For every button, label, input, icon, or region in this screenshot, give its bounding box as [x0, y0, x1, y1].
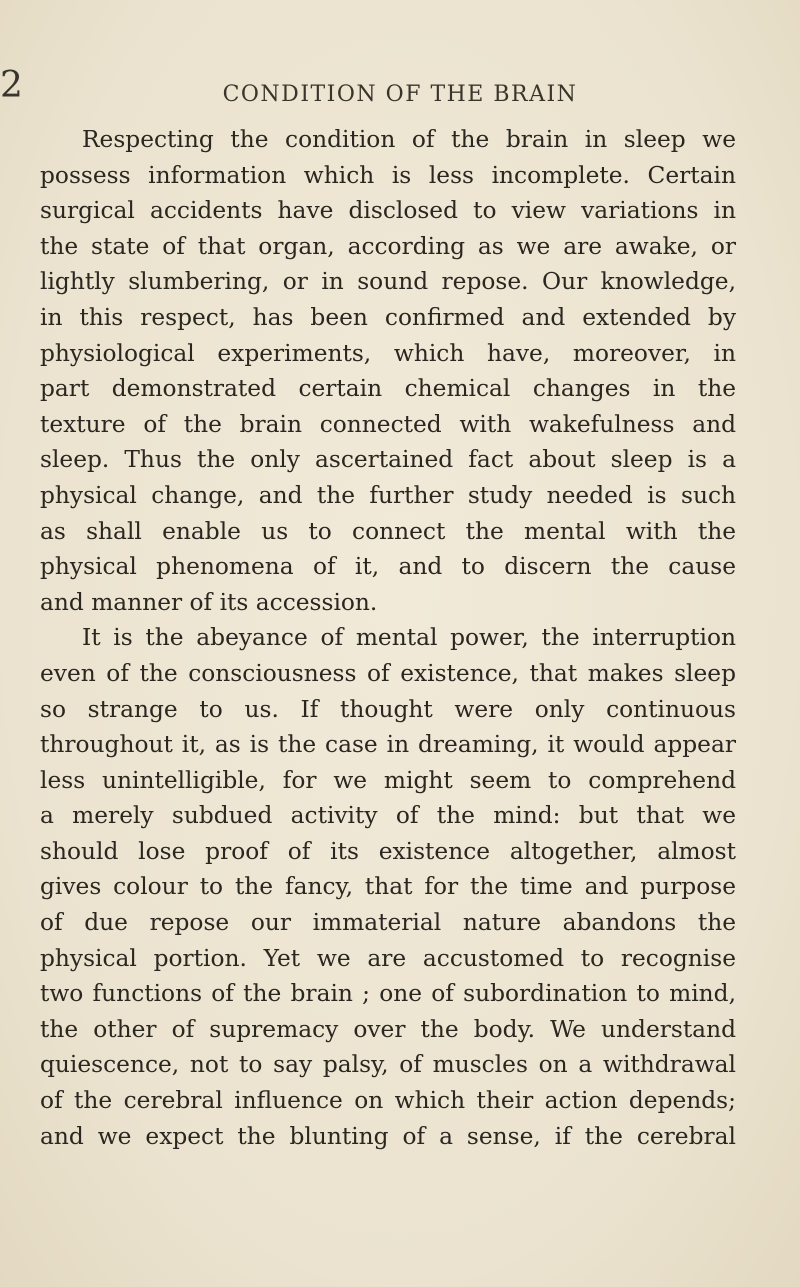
text-line: physical change, and the further study needed is such	[40, 481, 736, 509]
text-line: as shall enable us to connect the mental with the	[40, 517, 736, 545]
text-line: It is the abeyance of mental power, the interruption	[82, 624, 736, 652]
text-line: should lose proof of its existence altogether, almost	[40, 837, 736, 865]
text-line: possess information which is less incomplete. Certain	[40, 161, 736, 189]
text-line: less unintelligible, for we might seem to comprehend	[40, 766, 736, 794]
text-line: the other of supremacy over the body. We understand	[40, 1015, 736, 1043]
text-line: the state of that organ, according as we are awake, or	[40, 232, 736, 260]
text-line: even of the consciousness of existence, that makes sleep	[40, 659, 736, 687]
text-line: of the cerebral influence on which their action depends;	[40, 1087, 736, 1115]
page-number: 2	[0, 65, 23, 106]
running-head: CONDITION OF THE BRAIN	[222, 82, 578, 107]
text-line: of due repose our immaterial nature abandons the	[40, 909, 736, 937]
text-line: gives colour to the fancy, that for the time and purpose	[40, 873, 736, 901]
text-line: texture of the brain connected with wakefulness and	[40, 410, 736, 438]
body-text	[40, 122, 736, 1154]
text-line: physiological experiments, which have, moreover, in	[40, 339, 736, 367]
text-line: and we expect the blunting of a sense, if the cerebral	[40, 1122, 736, 1150]
text-line: and manner of its accession.	[40, 588, 378, 616]
text-line: two functions of the brain ; one of subordination to mind,	[40, 980, 736, 1008]
text-line: lightly slumbering, or in sound repose. Our knowledge,	[40, 268, 736, 296]
text-line: in this respect, has been confirmed and extended by	[40, 303, 736, 331]
text-line: physical phenomena of it, and to discern the cause	[40, 553, 736, 581]
text-line: part demonstrated certain chemical changes in the	[40, 375, 736, 403]
text-line: sleep. Thus the only ascertained fact about sleep is a	[40, 446, 736, 474]
text-line: a merely subdued activity of the mind: but that we	[40, 802, 736, 830]
text-line: surgical accidents have disclosed to view variations in	[40, 197, 736, 225]
text-line: Respecting the condition of the brain in sleep we	[82, 126, 736, 153]
text-line: quiescence, not to say palsy, of muscles on a withdrawal	[40, 1051, 736, 1079]
text-line: so strange to us. If thought were only continuous	[40, 695, 736, 723]
text-line: physical portion. Yet we are accustomed to recognise	[40, 944, 736, 972]
text-line: throughout it, as is the case in dreaming, it would appear	[40, 731, 736, 759]
